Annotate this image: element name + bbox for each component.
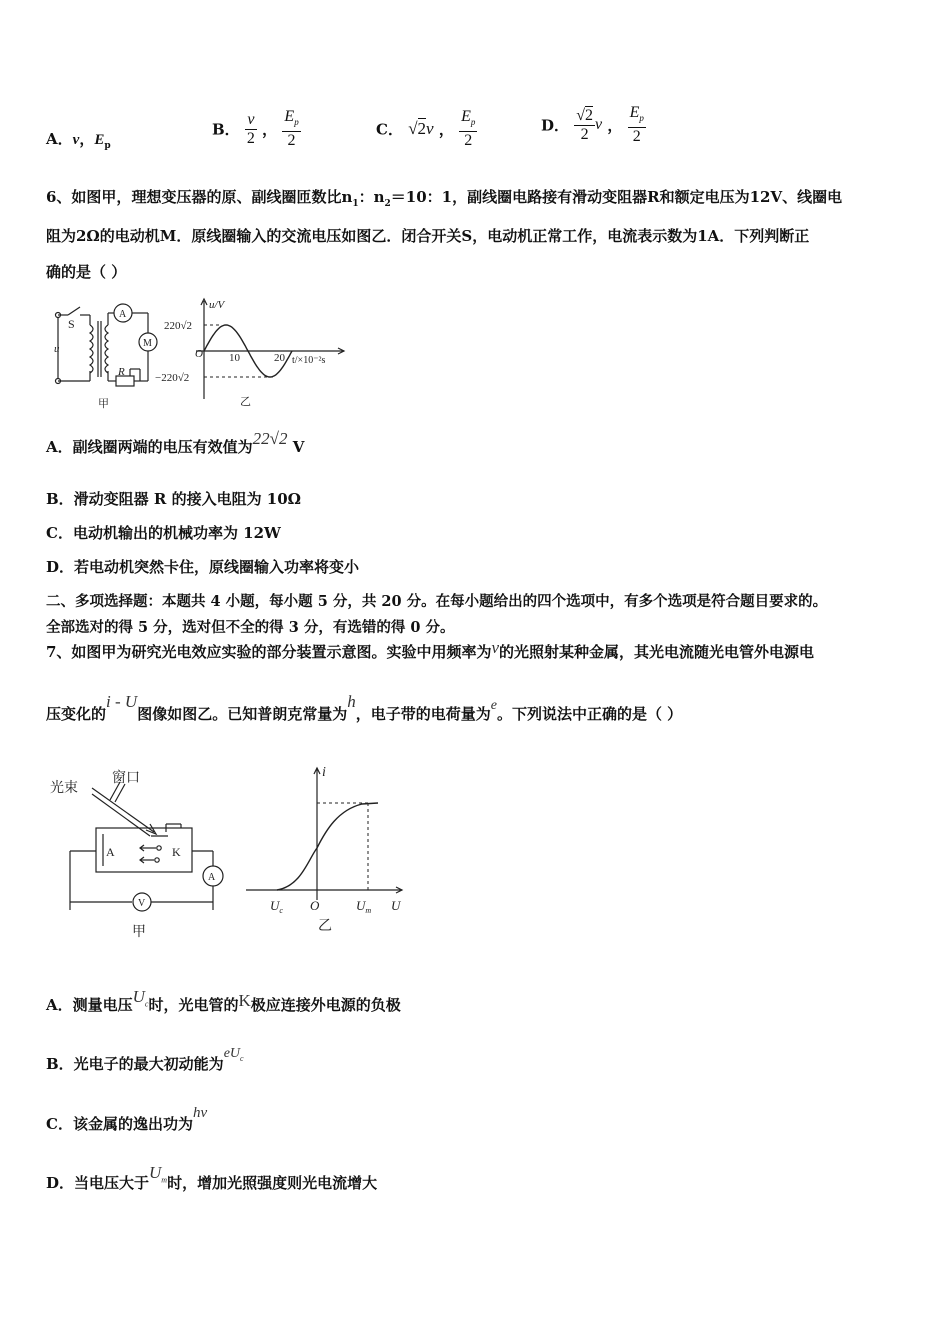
label-guangshu: 光束 [50, 781, 78, 796]
q5-option-a: A．v，$E_p$ [46, 130, 111, 151]
label-uc: $U_c$ [270, 898, 283, 915]
q5-option-c: C． √2v ， $\frac{E_p}{2}$ [376, 108, 476, 150]
q6-stem-line2: 阻为2Ω的电动机M．原线圈输入的交流电压如图乙．闭合开关S，电动机正常工作，电流表示数为1A．下列判断正 [46, 227, 810, 245]
label-bot: −220√2 [155, 372, 190, 384]
iu-curve [277, 803, 378, 890]
label-yi: 乙 [240, 396, 251, 408]
label-20: 20 [274, 352, 285, 364]
q7-option-a: A．测量电压$U_c$时，光电管的K极应连接外电源的负极 [46, 987, 401, 1014]
label-um: $U_m$ [356, 898, 372, 915]
label-anode: A [106, 845, 115, 859]
label-ammeter: A [119, 309, 127, 320]
q6-option-a: A．副线圈两端的电压有效值为22√2 V [46, 429, 305, 456]
q6-figure [46, 295, 346, 410]
section2-line2: 全部选对的得 5 分，选对但不全的得 3 分，有选错的得 0 分。 [46, 619, 455, 636]
section2-line1: 二、多项选择题：本题共 4 小题，每小题 5 分，共 20 分。在每小题给出的四个选项中，有多个选项是符合题目要求的。 [46, 593, 828, 610]
q6-option-c: C．电动机输出的机械功率为 12W [46, 524, 281, 542]
switch-s [68, 307, 80, 315]
label-cathode: K [172, 845, 181, 859]
label-u: u [54, 343, 60, 355]
q6-stem-line3: 确的是（ ） [46, 263, 127, 281]
q5-option-d: D． $\frac{√2}{2}$ v ， $\frac{E_p}{2}$ [541, 104, 644, 146]
label-s: S [68, 317, 75, 331]
label-U: U [391, 898, 401, 913]
label-motor: M [143, 338, 152, 349]
label-yi-q7: 乙 [318, 919, 332, 934]
q7-option-d: D．当电压大于$U_m$时，增加光照强度则光电流增大 [46, 1163, 378, 1192]
label-top: 220√2 [164, 320, 193, 332]
q6-option-d: D．若电动机突然卡住，原线圈输入功率将变小 [46, 558, 360, 576]
q7-option-c: C．该金属的逸出功为hν [46, 1105, 208, 1133]
secondary-coil [105, 325, 108, 373]
label-origin: O [195, 348, 203, 360]
q7-stem-line2: 压变化的i - U图像如图乙。已知普朗克常量为h，电子带的电荷量为e。下列说法中正确的是（ ） [46, 692, 683, 723]
label-chuangkou: 窗口 [112, 771, 140, 786]
label-ammeter-q7: A [208, 872, 216, 883]
label-uv: u/V [209, 299, 225, 311]
q7-figure [46, 760, 416, 945]
label-xlab: t/×10⁻²s [292, 355, 326, 366]
label-jia-q7: 甲 [132, 925, 146, 940]
q6-option-b: B．滑动变阻器 R 的接入电阻为 10Ω [46, 490, 302, 508]
label-10: 10 [229, 352, 240, 364]
label-jia: 甲 [98, 398, 109, 410]
primary-coil [90, 325, 93, 373]
label-o-q7: O [310, 898, 320, 913]
q6-stem-line1: 6、如图甲，理想变压器的原、副线圈匝数比$n_1$：$n_2=10$：1，副线圈电路接有滑动变阻器R和额定电压为12V、线圈电 [46, 188, 843, 209]
label-voltmeter: V [138, 898, 146, 909]
label-i: i [322, 765, 326, 780]
q5-option-b: B． $\frac{v}{2}$ ， $\frac{E_p}{2}$ [212, 108, 299, 150]
label-r: R [118, 366, 125, 378]
q7-stem-line1: 7、如图甲为研究光电效应实验的部分装置示意图。实验中用频率为ν的光照射某种金属，其光电流随光电管外电源电 [46, 638, 815, 661]
q7-option-b: B．光电子的最大初动能为$eU_c$ [46, 1046, 244, 1073]
